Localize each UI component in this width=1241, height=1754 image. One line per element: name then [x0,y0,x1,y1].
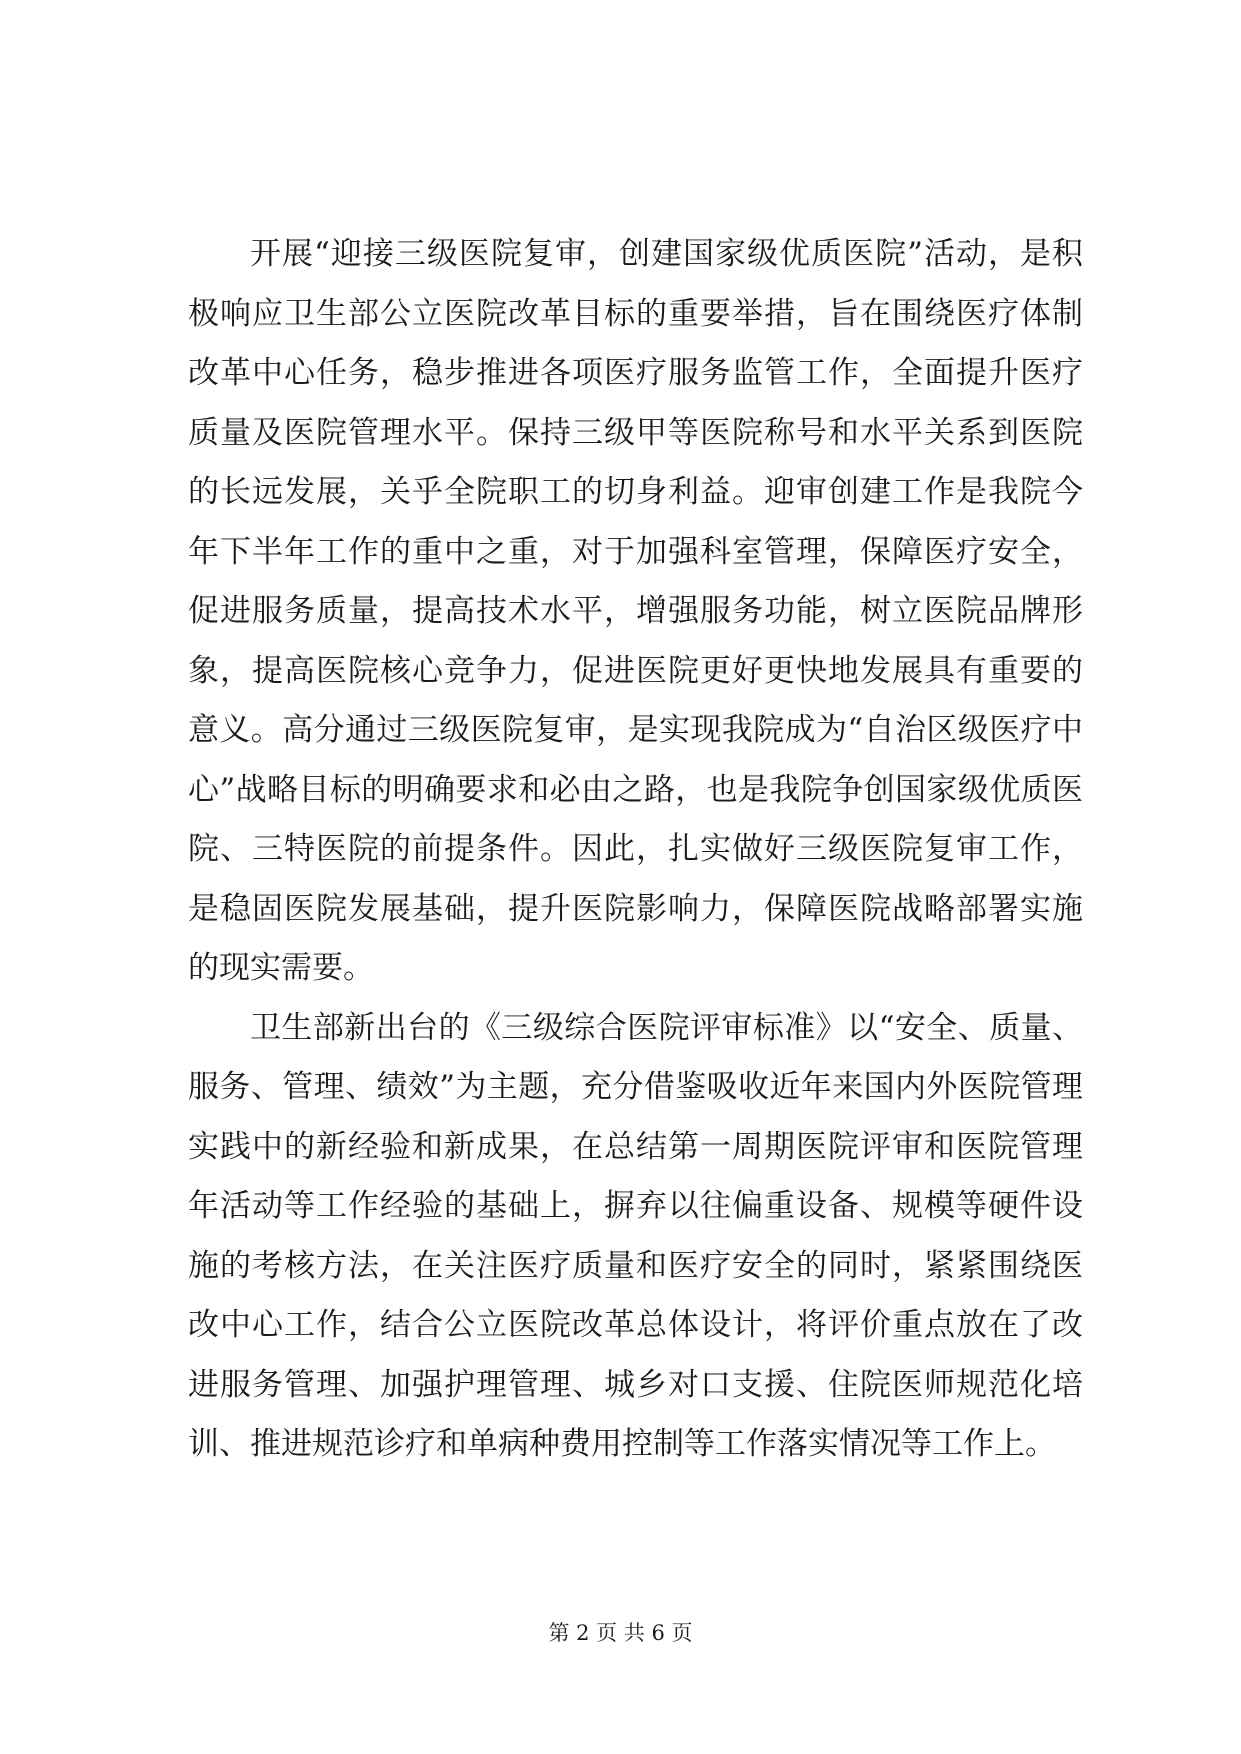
paragraph-1: 开展“迎接三级医院复审，创建国家级优质医院”活动，是积极响应卫生部公立医院改革目标的重要举措，旨在围绕医疗体制改革中心任务，稳步推进各项医疗服务监管工作，全面提升医疗质量及医院管理水平。保持三级甲等医院称号和水平关系到医院的长远发展，关乎全院职工的切身利益。迎审创建工作是我院今年下半年工作的重中之重，对于加强科室管理，保障医疗安全，促进服务质量，提高技术水平，增强服务功能，树立医院品牌形象，提高医院核心竞争力，促进医院更好更快地发展具有重要的意义。高分通过三级医院复审，是实现我院成为“自治区级医疗中心”战略目标的明确要求和必由之路，也是我院争创国家级优质医院、三特医院的前提条件。因此，扎实做好三级医院复审工作，是稳固医院发展基础，提升医院影响力，保障医院战略部署实施的现实需要。 [188,236,1083,986]
document-body [188,225,1083,1475]
page-number-footer: 第 2 页 共 6 页 [548,1621,693,1645]
paragraph-2: 卫生部新出台的《三级综合医院评审标准》以“安全、质量、服务、管理、绩效”为主题，充分借鉴吸收近年来国内外医院管理实践中的新经验和新成果，在总结第一周期医院评审和医院管理年活动等工作经验的基础上，摒弃以往偏重设备、规模等硬件设施的考核方法，在关注医疗质量和医疗安全的同时，紧紧围绕医改中心工作，结合公立医院改革总体设计，将评价重点放在了改进服务管理、加强护理管理、城乡对口支援、住院医师规范化培训、推进规范诊疗和单病种费用控制等工作落实情况等工作上。 [188,1009,1083,1462]
